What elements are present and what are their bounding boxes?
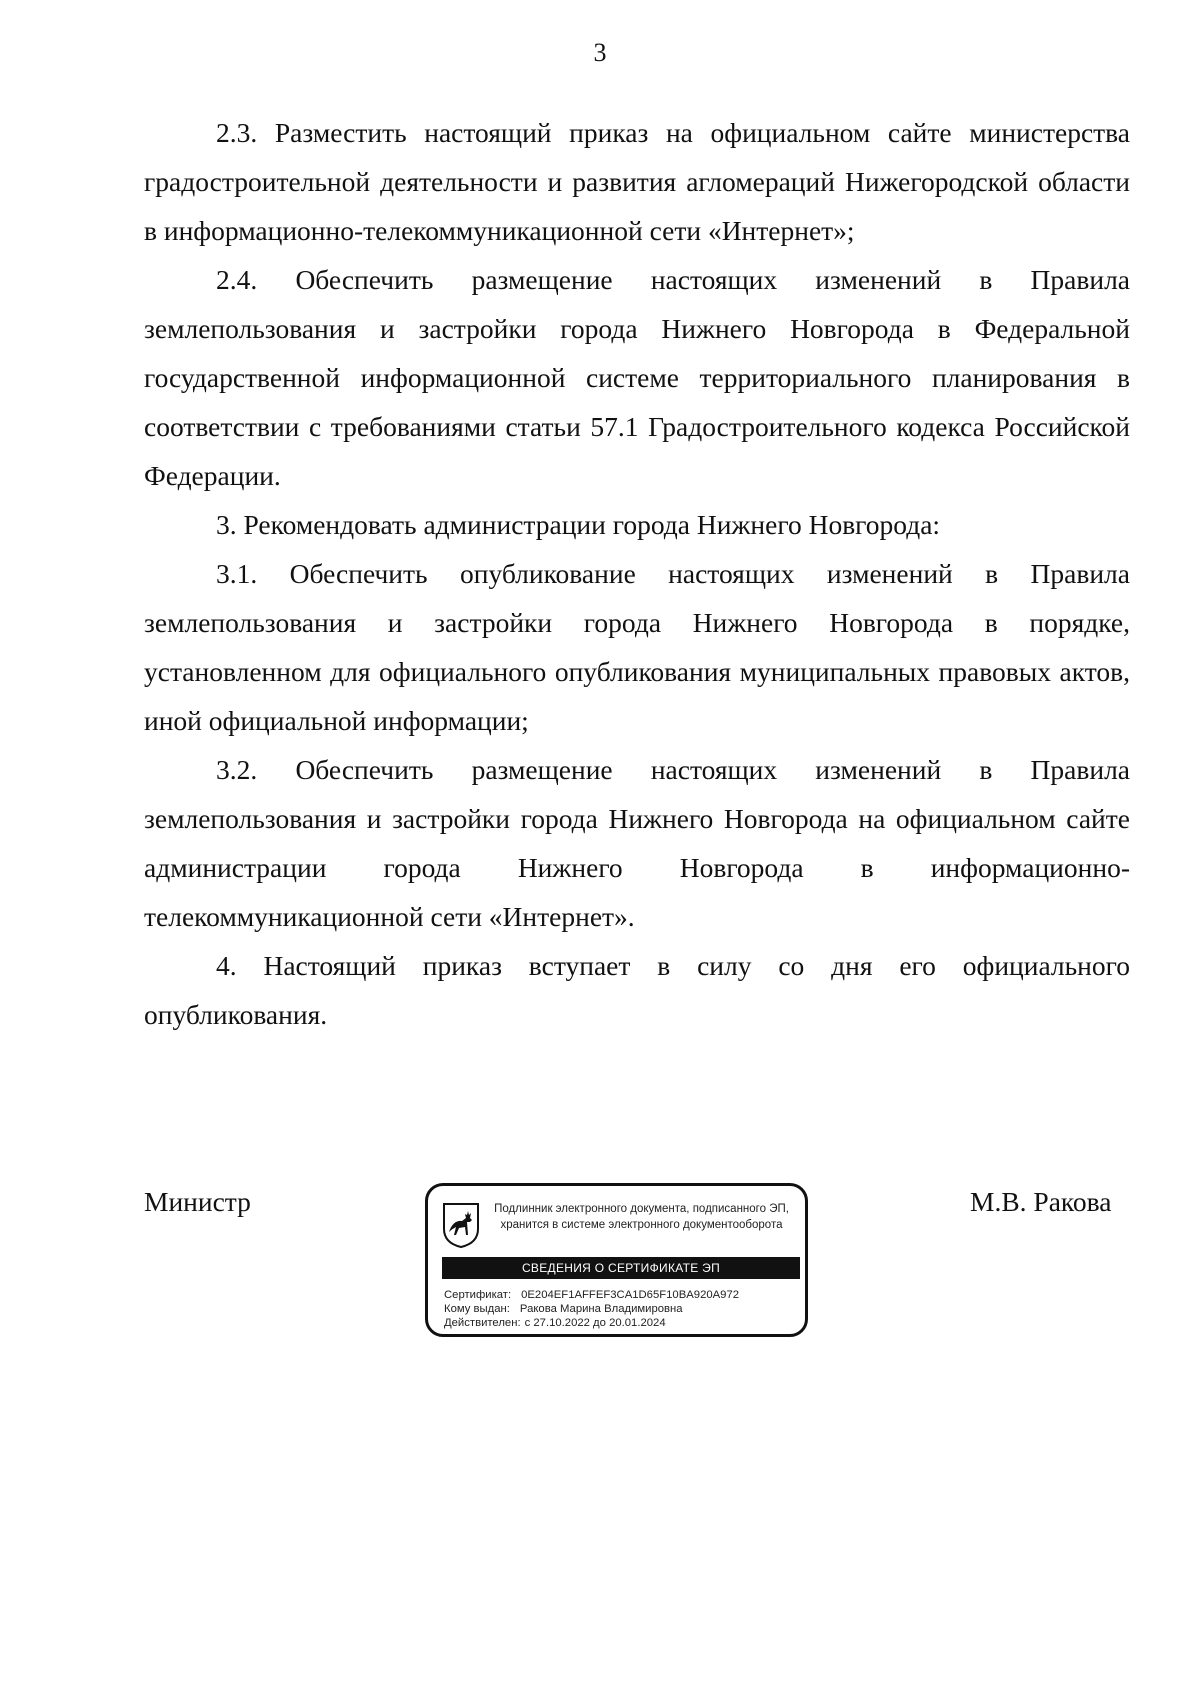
- paragraph-3: 3. Рекомендовать администрации города Нижнего Новгорода:: [216, 509, 941, 540]
- certificate-row: [444, 1288, 799, 1302]
- stamp-header-line-1: Подлинник электронного документа, подписанного ЭП,: [494, 1203, 789, 1215]
- issued-to-value: Ракова Марина Владимировна: [519, 1303, 683, 1315]
- nizhny-novgorod-deer-emblem-icon: [441, 1201, 481, 1249]
- paragraph-4: 4. Настоящий приказ вступает в силу со дня его официального опубликования.: [144, 950, 1130, 1030]
- paragraph-3-2: 3.2. Обеспечить размещение настоящих изменений в Правила землепользования и застройки города Нижнего Новгорода на официальном сайте администрации города Нижнего Новгорода в информационно-телекоммуникационной сети «Интернет».: [144, 754, 1130, 932]
- valid-value: с 27.10.2022 до 20.01.2024: [524, 1317, 666, 1329]
- stamp-header-line-2: хранится в системе электронного документооборота: [500, 1219, 783, 1231]
- stamp-details: [444, 1288, 799, 1330]
- certificate-value: 0E204EF1AFFEF3CA1D65F10BA920A972: [521, 1289, 740, 1301]
- document-body: [144, 108, 1130, 1039]
- validity-row: [444, 1316, 799, 1330]
- stamp-header: [484, 1201, 799, 1233]
- certificate-label: Сертификат:: [444, 1289, 512, 1301]
- issued-to-row: [444, 1302, 799, 1316]
- electronic-signature-stamp: [425, 1183, 808, 1337]
- paragraph-2-3: 2.3. Разместить настоящий приказ на официальном сайте министерства градостроительной деятельности и развития агломераций Нижегородской области в информационно-телекоммуникационной сети «Интернет»;: [144, 117, 1130, 246]
- signature-name: М.В. Ракова: [970, 1186, 1112, 1217]
- issued-to-label: Кому выдан:: [444, 1303, 510, 1315]
- stamp-band-title: СВЕДЕНИЯ О СЕРТИФИКАТЕ ЭП: [442, 1257, 800, 1279]
- signature-title: Министр: [144, 1186, 251, 1217]
- paragraph-2-4: 2.4. Обеспечить размещение настоящих изменений в Правила землепользования и застройки города Нижнего Новгорода в Федеральной государственной информационной системе территориального планирования в соответствии с требованиями статьи 57.1 Градостроительного кодекса Российской Федерации.: [144, 264, 1130, 491]
- paragraph-3-1: 3.1. Обеспечить опубликование настоящих изменений в Правила землепользования и застройки города Нижнего Новгорода в порядке, установленном для официального опубликования муниципальных правовых актов, иной официальной информации;: [144, 558, 1130, 736]
- valid-label: Действителен:: [444, 1317, 521, 1329]
- page-number: 3: [593, 38, 607, 67]
